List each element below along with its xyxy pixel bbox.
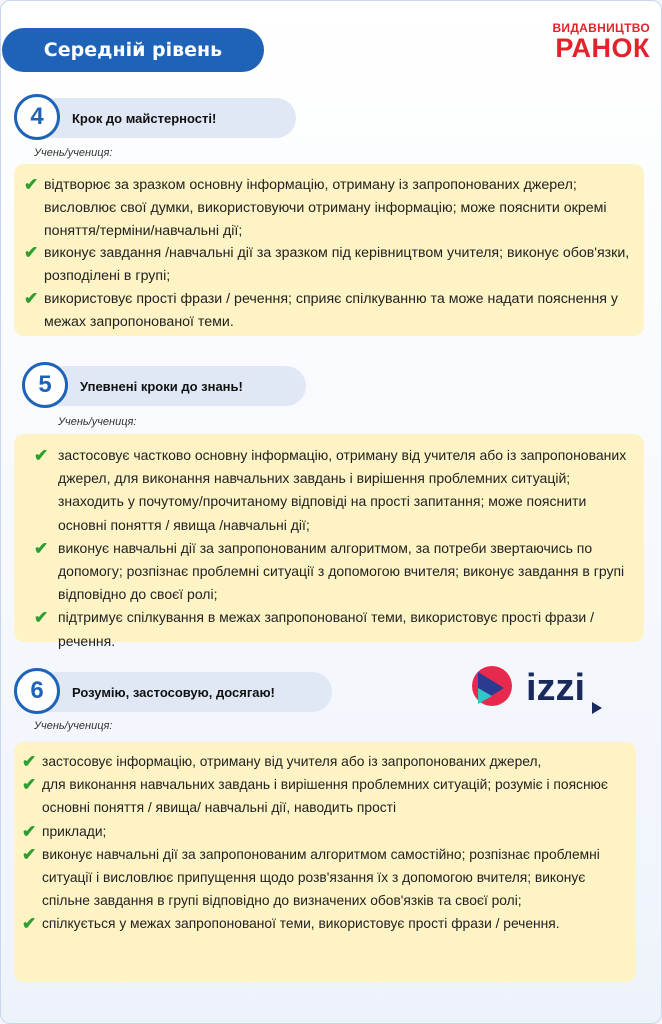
- section-title: Розумію, застосовую, досягаю!: [36, 672, 332, 712]
- section-box-4: [14, 164, 644, 336]
- check-icon: ✔: [34, 608, 49, 628]
- list-item: ✔ використовує прості фрази / речення; сприяє спілкуванню та може надати пояснення у межах запропонованої теми.: [24, 288, 618, 330]
- logo-bottom: РАНОК: [555, 33, 650, 63]
- check-icon: ✔: [24, 288, 39, 308]
- ranok-logo: [552, 22, 650, 62]
- list-item: ✔ застосовує частково основну інформацію, отриману від учителя або із запропонованих джерел, для виконання навчальних завдань і вирішення проблемних ситуацій; знаходить у почутому/прочитаному відповіді на прості запитання; може пояснити основні поняття / явища /навчальні дії;: [34, 446, 627, 533]
- section-box-6: [14, 742, 636, 982]
- list-item: ✔ виконує завдання /навчальні дії за зразком під керівництвом учителя; виконує обов'язки, розподілені в групі;: [24, 243, 630, 285]
- check-icon: ✔: [22, 821, 37, 841]
- list-item: ✔ для виконання навчальних завдань і вирішення проблемних ситуацій; розуміє і пояснює основні поняття / явища/ навчальні дії, наводить прості: [22, 775, 608, 816]
- list-item: ✔ приклади;: [18, 820, 628, 843]
- check-icon: ✔: [22, 752, 37, 771]
- check-icon: ✔: [22, 844, 37, 864]
- check-icon: ✔: [24, 175, 39, 194]
- izzi-logo: [470, 662, 610, 718]
- section-title: Упевнені кроки до знань!: [44, 366, 306, 406]
- section-title: Крок до майстерності!: [36, 98, 296, 138]
- check-icon: ✔: [34, 538, 49, 558]
- list-item: ✔ підтримує спілкування в межах запропонованої теми, використовує прості фрази / речення.: [34, 608, 594, 649]
- logo-top: ВИДАВНИЦТВО: [552, 21, 650, 35]
- section-number: 4: [14, 94, 60, 140]
- list-item: ✔ спілкується у межах запропонованої теми, використовує прості фрази / речення.: [18, 912, 628, 935]
- section-subtitle: Учень/учениця:: [34, 720, 113, 732]
- section-number: 5: [22, 362, 68, 408]
- list-item: ✔ застосовує інформацію, отриману від учителя або із запропонованих джерел,: [18, 750, 628, 773]
- check-icon: ✔: [34, 446, 49, 465]
- section-box-5: [14, 434, 644, 649]
- list-item: ✔ виконує навчальні дії за запропонованим алгоритмом, за потреби звертаючись по допомогу; розпізнає проблемні ситуації з допомогою вчителя; виконує завдання в групі відповідно до своєї ролі;: [34, 538, 625, 603]
- list-item: ✔ виконує навчальні дії за запропонованим алгоритмом самостійно; розпізнає проблемні ситуації і висловлює припущення щодо розв'язання їх з допомогою вчителя; виконує спільне завдання в групі відповідно до визначених обов'язків та своєї ролі;: [22, 844, 600, 909]
- list-item: ✔ відтворює за зразком основну інформацію, отриману із запропонованих джерел; висловлює свої думки, використовуючи отриману інформацію; може пояснити окремі поняття/терміни/навчальні дії;: [24, 175, 607, 239]
- section-subtitle: Учень/учениця:: [58, 416, 137, 428]
- check-icon: ✔: [22, 775, 37, 795]
- check-icon: ✔: [22, 914, 37, 934]
- level-title: Середній рівень: [2, 28, 264, 72]
- check-icon: ✔: [24, 243, 39, 263]
- izzi-wordmark: izzi: [526, 667, 586, 709]
- section-subtitle: Учень/учениця:: [34, 147, 113, 159]
- section-number: 6: [14, 668, 60, 714]
